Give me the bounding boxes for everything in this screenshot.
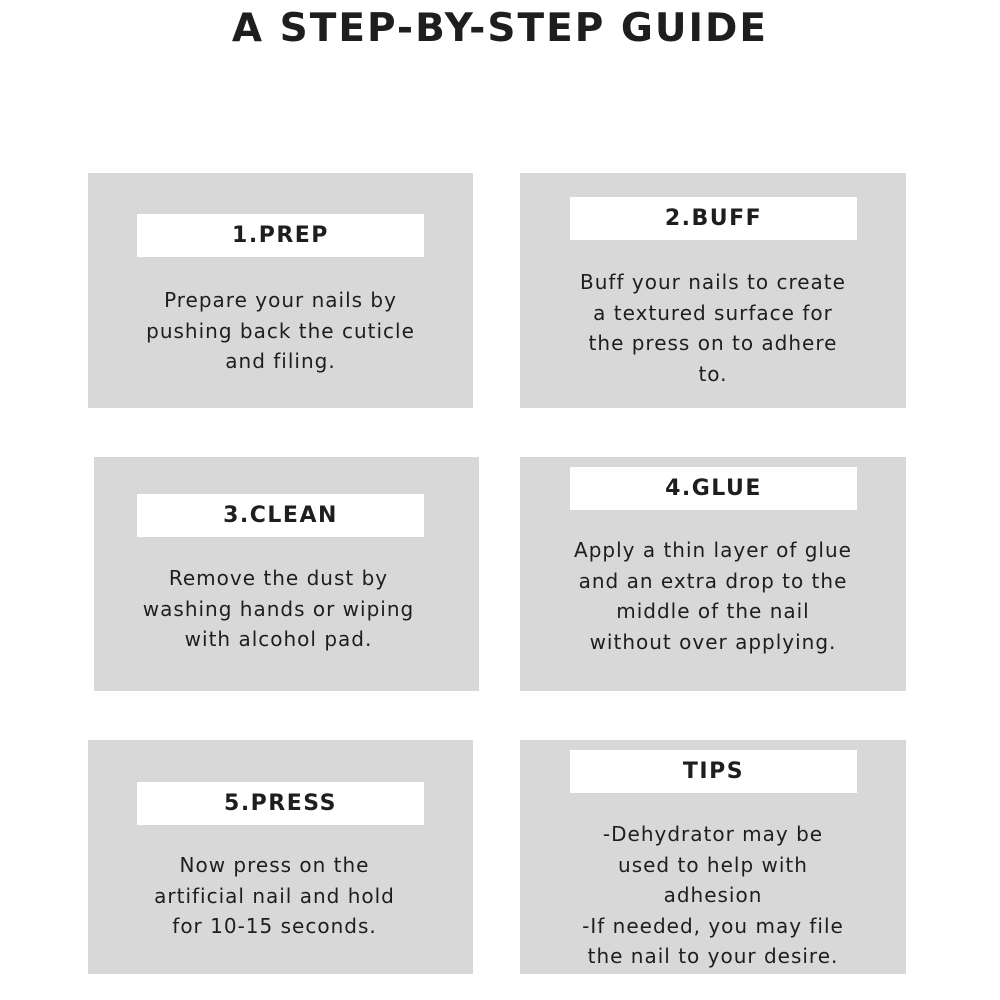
tips-text: -Dehydrator may be used to help with adhesion -If needed, you may file the nail to your desire. <box>582 822 844 968</box>
step-label-glue: 4.GLUE <box>570 467 857 510</box>
step-card-prep <box>88 173 473 408</box>
step-text-press: Now press on the artificial nail and hold for 10-15 seconds. <box>154 853 395 938</box>
step-text-prep: Prepare your nails by pushing back the cuticle and filing. <box>146 288 415 373</box>
step-text-clean: Remove the dust by washing hands or wiping with alcohol pad. <box>142 566 415 651</box>
step-card-press <box>88 740 473 974</box>
step-card-clean <box>94 457 479 691</box>
step-text-glue: Apply a thin layer of glue and an extra drop to the middle of the nail without over applying. <box>574 538 852 654</box>
step-card-glue <box>520 457 906 691</box>
tips-label: TIPS <box>570 750 857 793</box>
step-label-clean: 3.CLEAN <box>137 494 424 537</box>
step-text-buff: Buff your nails to create a textured surface for the press on to adhere to. <box>580 270 846 386</box>
step-label-buff: 2.BUFF <box>570 197 857 240</box>
step-label-press: 5.PRESS <box>137 782 424 825</box>
tips-card <box>520 740 906 974</box>
page-title: A STEP-BY-STEP GUIDE <box>231 6 769 51</box>
step-label-prep: 1.PREP <box>137 214 424 257</box>
step-card-buff <box>520 173 906 408</box>
